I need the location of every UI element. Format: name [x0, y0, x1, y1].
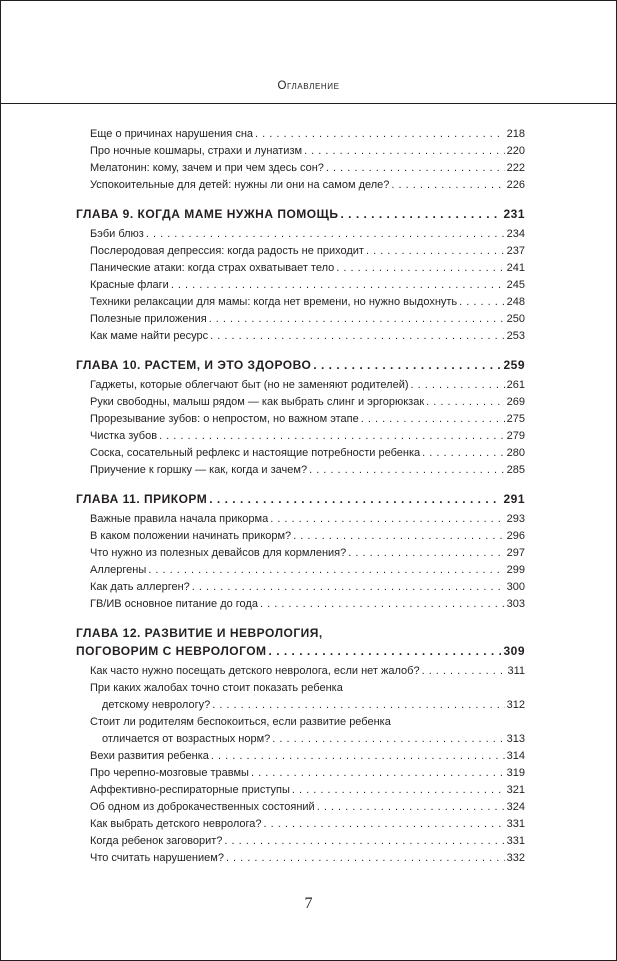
toc-entry[interactable]: Мелатонин: кому, зачем и при чем здесь сон? . . . 222: [76, 160, 525, 177]
chapter-heading-12-line1[interactable]: ГЛАВА 12. РАЗВИТИЕ И НЕВРОЛОГИЯ,: [76, 626, 323, 640]
toc-entry[interactable]: Техники релаксации для мамы: когда нет времени, но нужно выдохнуть . . . 248: [76, 294, 525, 311]
toc-entry[interactable]: Про ночные кошмары, страхи и лунатизм . . . 220: [76, 143, 525, 160]
toc-entry[interactable]: Прорезывание зубов: о непростом, но важном этапе . . . 275: [76, 411, 525, 428]
toc-entry[interactable]: ГВ/ИВ основное питание до года . . . 303: [76, 596, 525, 613]
toc-entry[interactable]: Приучение к горшку — как, когда и зачем? . . . 285: [76, 462, 525, 479]
toc-entry[interactable]: Как выбрать детского невролога? . . . 331: [76, 816, 525, 833]
toc-entry[interactable]: Успокоительные для детей: нужны ли они на самом деле? . . . 226: [76, 177, 525, 194]
toc-entry[interactable]: Руки свободны, малыш рядом — как выбрать слинг и эргорюкзак . . . 269: [76, 394, 525, 411]
header-rule: [1, 103, 616, 104]
running-header: Оглавление: [277, 80, 340, 92]
toc-entry[interactable]: В каком положении начинать прикорм? . . . 296: [76, 528, 525, 545]
table-of-contents: [76, 126, 525, 867]
toc-entry-line1[interactable]: При каких жалобах точно стоит показать ребенка: [90, 682, 343, 694]
toc-entry[interactable]: Как часто нужно посещать детского невролога, если нет жалоб? . . . 311: [76, 663, 525, 680]
toc-entry[interactable]: Еще о причинах нарушения сна . . . 218: [76, 126, 525, 143]
page-number: 7: [304, 895, 313, 912]
toc-entry[interactable]: Аллергены . . . 299: [76, 562, 525, 579]
toc-entry[interactable]: Панические атаки: когда страх охватывает тело . . . 241: [76, 260, 525, 277]
chapter-heading-10[interactable]: ГЛАВА 10. РАСТЕМ, И ЭТО ЗДОРОВО . . . 259: [76, 356, 525, 374]
toc-entry[interactable]: Как маме найти ресурс . . . 253: [76, 328, 525, 345]
toc-entry[interactable]: Полезные приложения . . . 250: [76, 311, 525, 328]
toc-entry[interactable]: Как дать аллерген? . . . 300: [76, 579, 525, 596]
toc-entry[interactable]: отличается от возрастных норм? . . . 313: [76, 731, 525, 748]
toc-entry[interactable]: Об одном из доброкачественных состояний . . . 324: [76, 799, 525, 816]
chapter-heading-11[interactable]: ГЛАВА 11. ПРИКОРМ . . . 291: [76, 490, 525, 508]
toc-entry[interactable]: Аффективно-респираторные приступы . . . 321: [76, 782, 525, 799]
toc-entry[interactable]: Когда ребенок заговорит? . . . 331: [76, 833, 525, 850]
toc-entry[interactable]: Вехи развития ребенка . . . 314: [76, 748, 525, 765]
toc-entry[interactable]: Бэби блюз . . . 234: [76, 226, 525, 243]
toc-entry-line1[interactable]: Стоит ли родителям беспокоиться, если развитие ребенка: [90, 716, 391, 728]
toc-entry[interactable]: Про черепно-мозговые травмы . . . 319: [76, 765, 525, 782]
toc-entry[interactable]: Важные правила начала прикорма . . . 293: [76, 511, 525, 528]
toc-entry[interactable]: Что нужно из полезных девайсов для кормления? . . . 297: [76, 545, 525, 562]
toc-entry[interactable]: детскому неврологу? . . . 312: [76, 697, 525, 714]
toc-entry[interactable]: Послеродовая депрессия: когда радость не приходит . . . 237: [76, 243, 525, 260]
chapter-heading-9[interactable]: ГЛАВА 9. КОГДА МАМЕ НУЖНА ПОМОЩЬ . . . 231: [76, 205, 525, 223]
toc-entry[interactable]: Гаджеты, которые облегчают быт (но не заменяют родителей) . . . 261: [76, 377, 525, 394]
toc-entry[interactable]: Соска, сосательный рефлекс и настоящие потребности ребенка . . . 280: [76, 445, 525, 462]
toc-entry[interactable]: Что считать нарушением? . . . 332: [76, 850, 525, 867]
toc-entry[interactable]: Чистка зубов . . . 279: [76, 428, 525, 445]
chapter-heading-12[interactable]: ПОГОВОРИМ С НЕВРОЛОГОМ . . . 309: [76, 642, 525, 660]
toc-entry[interactable]: Красные флаги . . . 245: [76, 277, 525, 294]
